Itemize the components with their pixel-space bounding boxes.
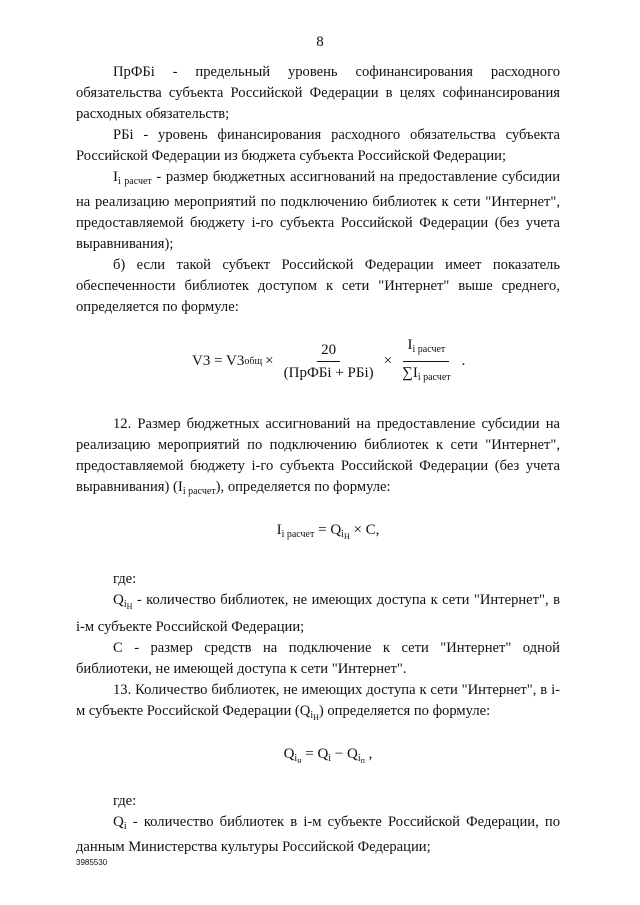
fraction-2: $\frac{I_{i расчет}}{\sum I_{i расчет}}$ xyxy=(402,337,451,383)
symbol-rbi: РБi xyxy=(113,127,134,143)
definition-i-raschet: $I_{i расчет}$ - размер бюджетных ассигнований на предоставление субсидии на реализацию мероприятий по подключению библиотек к сети "Интернет", предоставляемой бюджету i-го субъекта Российской Федерации (без учета выравнивания); xyxy=(76,169,560,252)
where-label-1: где: xyxy=(113,571,137,587)
formula-qin: $Q_{iн} = Q_i - Q_{iп}$ , xyxy=(283,746,373,765)
paragraph-13: 13. Количество библиотек, не имеющих доступа к сети "Интернет", в i-м субъекте Российской Федерации $(Q_{iН})$ определяется по формуле: xyxy=(76,682,560,722)
formula-v3: V3 = V3 общ × $\frac{20}{\text{(ПрФБi + РБi)}}$ × $\frac{I_{i расчет}}{\sum I_{i расчет}}$ . xyxy=(76,330,560,394)
paragraph-12: 12. Размер бюджетных ассигнований на предоставление субсидии на реализацию мероприятий по подключению библиотек к сети "Интернет", предоставляемой бюджету i-го субъекта Российской Федерации (без учета выравнивания) $(I_{i расчет})$, определяется по формуле: xyxy=(76,416,560,497)
fraction-1: $\frac{20}{\text{(ПрФБi + РБi)}}$ xyxy=(283,342,374,381)
symbol-prfbi: ПрФБi xyxy=(113,64,155,80)
definition-qi: $Q_i$ - количество библиотек в i-м субъекте Российской Федерации, по данным Министерства культуры Российской Федерации; xyxy=(76,814,560,855)
definition-rbi: РБi - уровень финансирования расходного обязательства субъекта Российской Федерации из бюджета субъекта Российской Федерации; xyxy=(76,127,560,164)
symbol-i: I xyxy=(113,169,118,185)
document-body xyxy=(76,62,560,858)
page-number: 8 xyxy=(316,34,324,50)
definition-qin: $Q_{iН}$ - количество библиотек, не имеющих доступа к сети "Интернет", в i-м субъекте Российской Федерации; xyxy=(76,592,560,635)
where-label-2: где: xyxy=(113,793,137,809)
definition-prfbi: ПрФБi - предельный уровень софинансирования расходного обязательства субъекта Российской Федерации в целях софинансирования расходных обязательств; xyxy=(76,64,560,122)
document-id: 3985530 xyxy=(76,858,108,867)
definition-c: С - размер средств на подключение к сети "Интернет" одной библиотеки, не имеющей доступа к сети "Интернет". xyxy=(76,640,560,677)
paragraph-b: б) если такой субъект Российской Федерации имеет показатель обеспеченности библиотек доступом к сети "Интернет" выше среднего, определяется по формуле: xyxy=(76,257,560,315)
formula-i-raschet: $I_{i расчет} = Q_{iН} \times C$, xyxy=(276,522,380,541)
